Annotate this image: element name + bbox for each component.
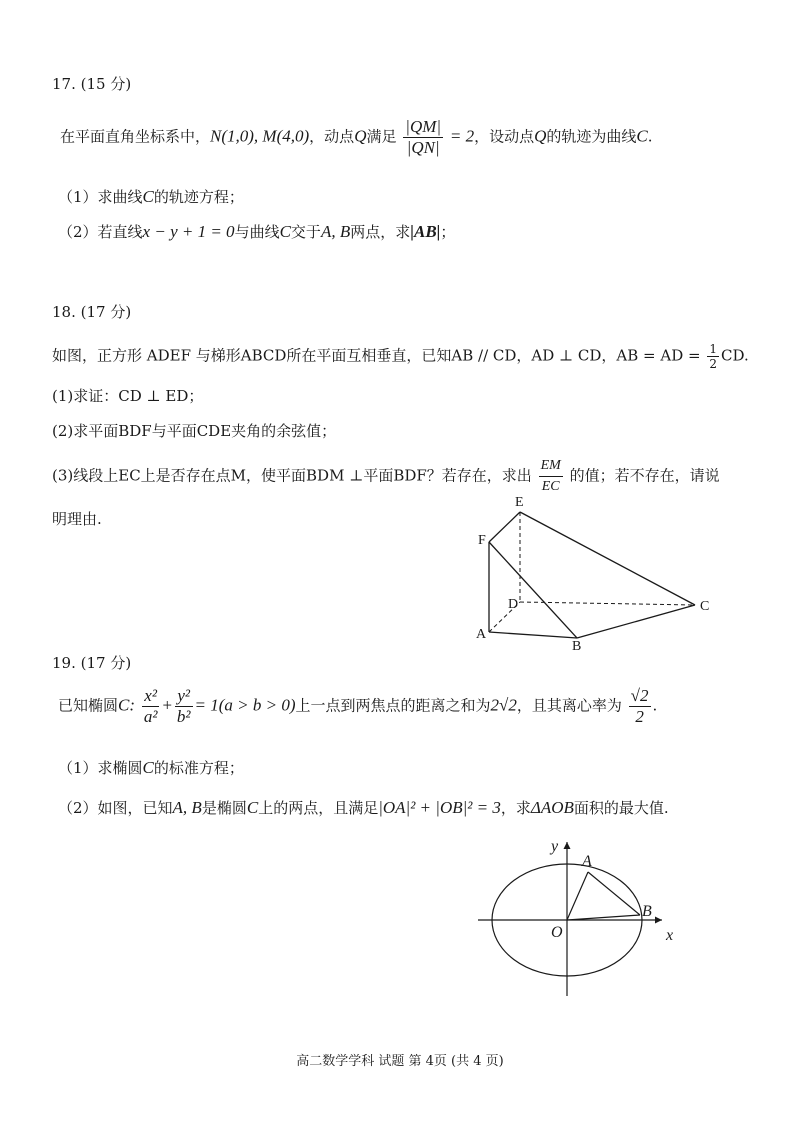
p19-q2-ab: A, B — [172, 798, 202, 817]
label-C: C — [700, 599, 710, 614]
problem-18-part-1: (1)求证：CD ⊥ ED； — [52, 387, 204, 405]
p19-eccentricity-fraction: $\frac{√2}{2}$ — [630, 686, 649, 726]
p18-q3-text: 的值；若不存在，请说 — [569, 466, 720, 485]
p19-text: 上一点到两焦点的距离之和为 — [295, 696, 491, 715]
problem-18-intro — [52, 342, 749, 371]
segment-OA — [567, 872, 588, 920]
p19-q1-c: C — [142, 758, 154, 777]
p17-q2-c: C — [279, 222, 291, 241]
p19-plus: + — [161, 695, 173, 715]
p19-colon: : — [129, 695, 136, 715]
problem-18-heading: 18. (17 分) — [52, 303, 132, 321]
p17-q2-text: ； — [440, 223, 456, 241]
p19-q2-text: 是椭圆 — [201, 799, 247, 817]
p19-figure — [478, 832, 698, 1002]
problem-19-part-2 — [58, 797, 669, 818]
p17-points: N(1,0), M(4,0) — [210, 126, 310, 146]
problem-17-heading: 17. (15 分) — [52, 75, 132, 93]
label-x: x — [666, 927, 674, 944]
p17-text: 满足 — [366, 127, 397, 146]
p17-var-c: C — [636, 126, 648, 146]
edge-AB — [489, 632, 577, 638]
problem-18-part-3 — [52, 456, 720, 497]
p19-q2-c: C — [246, 798, 259, 817]
p17-q2-abs-ab: |AB| — [410, 222, 441, 241]
problem-19-heading: 19. (17 分) — [52, 654, 132, 672]
edge-EC — [520, 512, 695, 605]
p17-var-q: Q — [354, 126, 367, 146]
p18-intro-end: CD. — [720, 346, 749, 365]
p19-text: ，且其离心率为 — [516, 696, 622, 715]
p18-intro-text: 如图，正方形 ADEF 与梯形ABCD所在平面互相垂直，已知AB // CD，AD ⊥ CD，AB = AD = — [52, 346, 701, 365]
p17-period: . — [647, 127, 653, 146]
label-F: F — [478, 533, 486, 548]
p19-eq1: = 1 — [194, 695, 219, 715]
p19-var-c: C — [118, 695, 130, 715]
p17-q2-text: （2）若直线 — [58, 223, 143, 241]
edge-FE — [489, 512, 520, 542]
p19-y-fraction: $\frac{\text{y²}}{\text{b²}}$ — [176, 686, 191, 726]
label-B: B — [572, 639, 582, 652]
p17-q1-c: C — [142, 187, 154, 206]
problem-18-part-3-cont: 明理由. — [52, 510, 102, 528]
p19-text: 已知椭圆 — [58, 696, 119, 715]
p19-q2-text: 面积的最大值. — [573, 799, 669, 817]
edge-BC — [577, 605, 695, 638]
p17-q2-ab: A, B — [320, 222, 351, 241]
label-E: E — [515, 495, 524, 510]
problem-19-part-1 — [58, 757, 244, 778]
segment-OB — [567, 915, 640, 920]
p18-figure — [468, 492, 718, 652]
p19-q1-text: 的标准方程； — [153, 759, 244, 777]
segment-AB — [588, 872, 640, 915]
label-y: y — [551, 838, 559, 855]
p18-q3-text: (3)线段上EC上是否存在点M，使平面BDM ⊥平面BDF？若存在，求出 — [52, 466, 532, 485]
p18-em-ec-fraction: $\frac{EM}{EC}$ — [540, 458, 561, 494]
p19-distance: 2√2 — [490, 695, 517, 715]
p17-text: ，设动点 — [474, 127, 535, 146]
p19-q2-text: （2）如图，已知 — [58, 799, 173, 817]
page-footer: 高二数学学科 试题 第 4页 (共 4 页) — [296, 1054, 504, 1069]
p17-text: 在平面直角坐标系中， — [60, 127, 211, 146]
p17-equals-2: = 2 — [449, 126, 475, 146]
label-O: O — [551, 924, 563, 941]
p17-q2-text: 两点，求 — [350, 223, 411, 241]
label-B: B — [642, 903, 652, 920]
problem-17-intro — [60, 117, 653, 158]
p17-q1-text: （1）求曲线 — [58, 188, 143, 206]
p17-q1-text: 的轨迹方程； — [153, 188, 244, 206]
problem-17-part-1 — [58, 186, 244, 207]
problem-19-intro — [58, 686, 657, 727]
edge-FB — [489, 542, 577, 638]
p17-text: ，动点 — [309, 127, 355, 146]
p18-half-fraction: $\frac{1}{2}$ — [709, 342, 717, 371]
p19-q2-text: 上的两点，且满足 — [258, 799, 379, 817]
label-D: D — [508, 597, 519, 612]
p17-q2-text: 与曲线 — [234, 223, 280, 241]
label-A: A — [582, 853, 592, 870]
p19-q2-condition: |OA|² + |OB|² = 3 — [378, 798, 501, 817]
p19-x-fraction: $\frac{\text{x²}}{\text{a²}}$ — [143, 686, 158, 726]
problem-18-part-2: (2)求平面BDF与平面CDE夹角的余弦值； — [52, 422, 337, 440]
p17-q2-text: 交于 — [290, 223, 321, 241]
p19-period: . — [652, 696, 658, 715]
p19-q2-triangle: ΔAOB — [530, 798, 574, 817]
p17-q2-line-eq: x − y + 1 = 0 — [142, 222, 235, 241]
p19-q1-text: （1）求椭圆 — [58, 759, 143, 777]
label-A: A — [476, 627, 487, 642]
problem-17-part-2 — [58, 221, 455, 242]
p19-condition: (a > b > 0) — [218, 695, 296, 715]
p17-var-q: Q — [534, 126, 547, 146]
p19-q2-text: ，求 — [500, 799, 531, 817]
p17-text: 的轨迹为曲线 — [546, 127, 637, 146]
p17-ratio-fraction: $\frac{|QM|}{|QN|}$ — [405, 117, 442, 157]
